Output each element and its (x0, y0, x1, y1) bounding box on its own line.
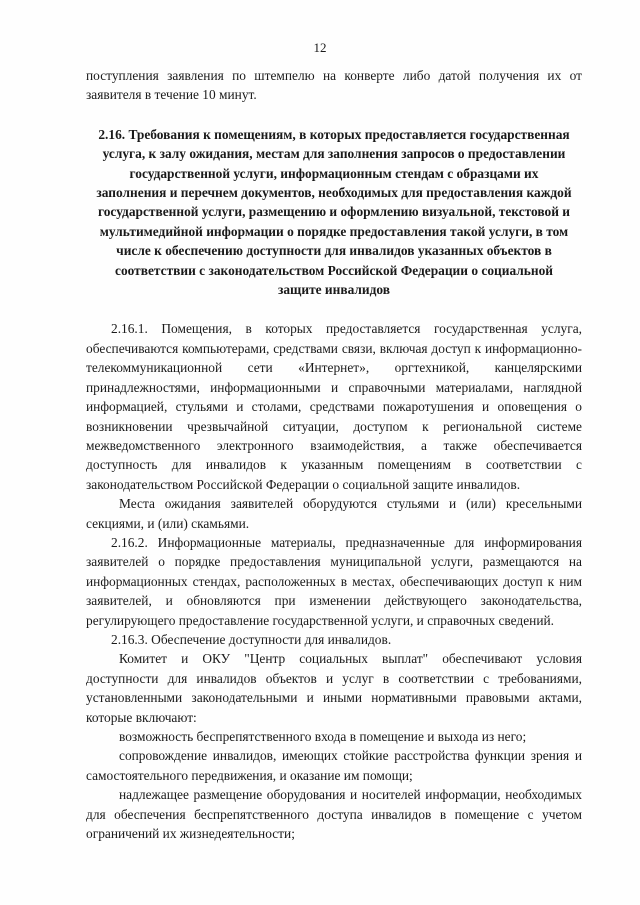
list-item-equipment: надлежащее размещение оборудования и носителей информации, необходимых для обеспечения беспрепятственного доступа инвалидов в помещение с учетом ограничений их жизнедеятельности; (86, 787, 582, 842)
section-heading: 2.16. Требования к помещениям, в которых предоставляется государственная услуга, к залу ожидания, местам для заполнения запросов о предоставлении государственной услуги, информационным стендам с образцами их заполнения и перечнем документов, необходимых для предоставления каждой государственной услуги, размещению и оформлению визуальной, текстовой и мультимедийной информации о порядке предоставления такой услуги, в том числе к обеспечению доступности для инвалидов указанных объектов в соответствии с законодательством Российской Федерации о социальной защите инвалидов (96, 126, 572, 298)
intro-paragraph: поступления заявления по штемпелю на конверте либо датой получения их от заявителя в течение 10 минут. (86, 68, 582, 103)
list-item-escort: сопровождение инвалидов, имеющих стойкие расстройства функции зрения и самостоятельного передвижения, и оказание им помощи; (86, 748, 582, 783)
paragraph-2-16-3: 2.16.3. Обеспечение доступности для инвалидов. (111, 631, 392, 647)
paragraph-waiting-places: Места ожидания заявителей оборудуются стульями и (или) кресельными секциями, и (или) скамьями. (86, 496, 582, 531)
paragraph-committee: Комитет и ОКУ "Центр социальных выплат" обеспечивают условия доступности для инвалидов объектов и услуг в соответствии с требованиями, установленными законодательными и иными нормативными правовыми актами, которые включают: (86, 651, 582, 725)
paragraph-2-16-2: 2.16.2. Информационные материалы, предназначенные для информирования заявителей о порядке предоставления муниципальной услуги, размещаются на информационных стендах, расположенных в местах, обеспечивающих доступ к ним заявителей, и обновляются при изменении действующего законодательства, регулирующего предоставление государственной услуги, и справочных сведений. (86, 534, 582, 628)
list-item-entry-exit: возможность беспрепятственного входа в помещение и выхода из него; (119, 729, 527, 744)
document-body (86, 66, 582, 843)
paragraph-2-16-1: 2.16.1. Помещения, в которых предоставляется государственная услуга, обеспечиваются компьютерами, средствами связи, включая доступ к информационно-телекоммуникационной сети «Интернет», оргтехникой, канцелярскими принадлежностями, информационными и справочными материалами, наглядной информацией, стульями и столами, средствами пожаротушения и оповещения о возникновении чрезвычайной ситуации, доступом к региональной системе межведомственного электронного взаимодействия, а также обеспечивается доступность для инвалидов к указанным помещениям в соответствии с законодательством Российской Федерации о социальной защите инвалидов. (86, 321, 582, 492)
page-number: 12 (313, 40, 327, 55)
